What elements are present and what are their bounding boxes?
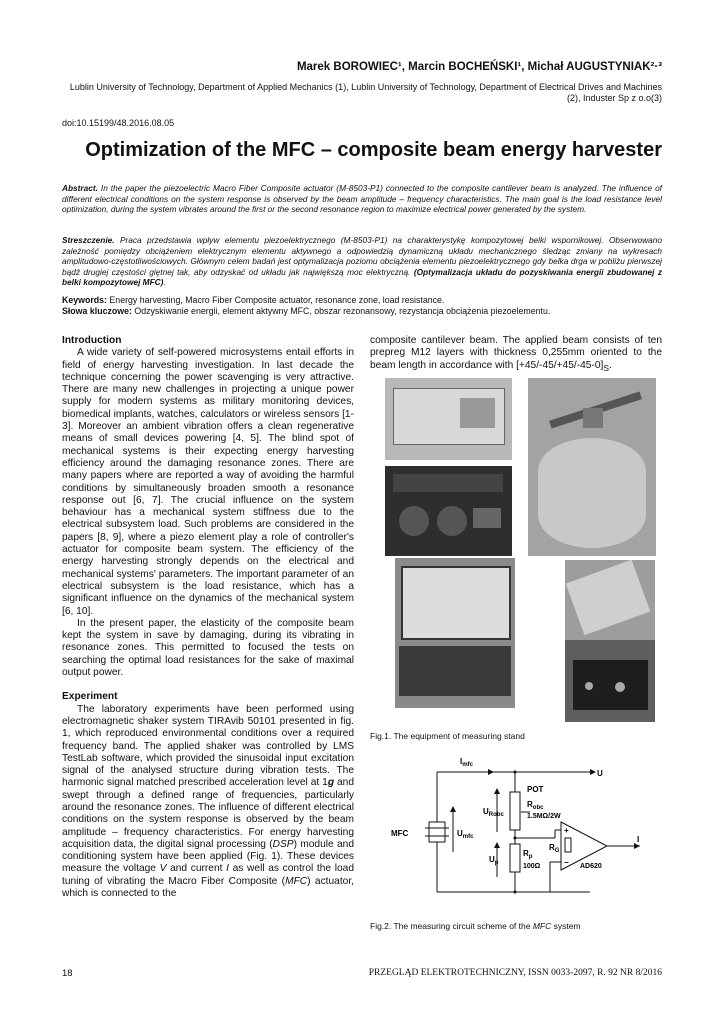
right-paragraph bbox=[370, 335, 662, 374]
photo-shaker bbox=[528, 378, 656, 556]
streszczenie-end: . bbox=[163, 277, 166, 288]
exp-mfc: MFC bbox=[285, 875, 308, 887]
label-u-mfc: $U_{mfc}$ bbox=[457, 829, 474, 840]
label-r-g: $R_G$ bbox=[549, 843, 560, 854]
page-number: 18 bbox=[62, 968, 73, 979]
exp-text-f: ) actuator, which is connected to the bbox=[62, 875, 354, 900]
photo-laptop bbox=[395, 558, 515, 708]
keywords: Energy harvesting, Macro Fiber Composite actuator, resonance zone, load resistance. bbox=[106, 295, 445, 305]
fig2-caption bbox=[370, 921, 581, 931]
right-end: . bbox=[609, 359, 612, 371]
exp-text-a: The laboratory experiments have been performed using electromagnetic shaker system TIRAvib 50101 presented in fig. 1, which reproduced environmental conditions over a required frequency band. The applied shaker was controlled by LMS TestLab software, which provided the sinusoidal input excitation signal of the analysed structure during vibration tests. The harmonic signal matched prescribed acceleration level at 1 bbox=[62, 703, 354, 789]
label-r-p-value: 100Ω bbox=[523, 863, 541, 870]
photo-amplifier bbox=[385, 466, 512, 556]
label-amp-minus: − bbox=[564, 858, 569, 867]
exp-text-d: and current bbox=[166, 863, 227, 875]
photo-signal-analyzer bbox=[385, 378, 512, 460]
streszczenie bbox=[62, 235, 662, 288]
exp-text-b: and swept through a defined range of frequencies, particularly around the resonance zones. The influence of different electrical conditions on the system response is observed by the beam amplitude – frequency characteristics. For energy harvesting acquisition data, the digital signal processing ( bbox=[62, 777, 355, 850]
label-u-p: $U_p$ bbox=[489, 855, 499, 866]
intro-paragraph-2: In the present paper, the elasticity of the composite beam kept the system in save by damaging, during its vibrating in resonance zones. This permitted to focused the tests on searching the optimal load resistances for the sake of maximal output power. bbox=[62, 617, 354, 679]
exp-text-c: ) module and conditioning system have been applied (Fig. 1). These devices measure the voltage bbox=[62, 838, 354, 875]
right-column-text bbox=[370, 335, 662, 374]
doi: doi:10.15199/48.2016.08.05 bbox=[62, 118, 175, 128]
slowa-label: Słowa kluczowe: bbox=[62, 306, 132, 316]
introduction-heading: Introduction bbox=[62, 335, 122, 346]
keywords-label: Keywords: bbox=[62, 295, 107, 305]
fig2-caption-b: system bbox=[551, 921, 581, 931]
label-i-out: I bbox=[637, 835, 640, 844]
abstract bbox=[62, 183, 662, 215]
experiment-heading: Experiment bbox=[62, 691, 118, 703]
keywords-block bbox=[62, 295, 662, 317]
abstract-text: In the paper the piezoelectric Macro Fiber Composite actuator (M-8503-P1) connected to the composite cantilever beam is analyzed. The influence of different electrical conditions on the system response is observed by the beam amplitude – frequency characteristics. The main goal is the load resistance level optimization, during the system vibrates around the first or the second resonance region to maximize electrical power generated by the system. bbox=[62, 183, 662, 215]
exp-v: V bbox=[159, 863, 167, 875]
label-pot: POT bbox=[527, 785, 544, 794]
label-r-obc: $R_{obc}$ bbox=[527, 800, 544, 811]
label-u-robc: $U_{Robc}$ bbox=[483, 807, 504, 818]
streszczenie-text: Praca przedstawia wpływ elementu piezoelektrycznego (M-8503-P1) na charakterystykę kompozytowej belki wspornikowej. Obserwowano zależność pomiędzy obciążeniem elektrycznym elementu aktywnego a odpowiedzią dynamiczną układu mechanicznego śledząc zmiany na wykresach amplitudowo-częstotliwościowych. Głównym celem badań jest optymalizacja poziomu obciążenia elementu piezoelektrycznego gdy belka drga w pobliżu pierwszej bądź drugiej częstości giętnej tak, aby odzyskać od układu jak największą moc elektryczną. bbox=[62, 235, 662, 277]
abstract-label: Abstract. bbox=[62, 183, 98, 193]
photo-conditioning-box bbox=[565, 640, 655, 722]
label-u: U bbox=[597, 769, 603, 778]
label-amp-plus: + bbox=[564, 826, 569, 835]
affiliation: Lublin University of Technology, Department of Applied Mechanics (1), Lublin University of Technology, Department of Electrical Drives and Machines (2), Induster Sp z o.o(3) bbox=[69, 82, 662, 103]
fig1-caption: Fig.1. The equipment of measuring stand bbox=[370, 731, 525, 741]
right-text: composite cantilever beam. The applied beam consists of ten prepreg M12 layers with thickness 0,255mm oriented to the beam length in accordance with [+45/-45/+45/-45-0] bbox=[370, 335, 662, 371]
circuit-diagram bbox=[385, 752, 645, 910]
slowa-kluczowe: Odzyskiwanie energii, element aktywny MFC, obszar rezonansowy, rezystancja obciążenia piezoelementu. bbox=[131, 306, 551, 316]
label-mfc: MFC bbox=[391, 829, 409, 838]
exp-text-e: as well as control the load tuning of vibrating the Macro Fiber Composite ( bbox=[62, 863, 354, 887]
authors: Marek BOROWIEC¹, Marcin BOCHEŃSKI¹, Michał AUGUSTYNIAK²·³ bbox=[296, 61, 662, 73]
fig2-caption-mfc: MFC bbox=[532, 921, 552, 931]
exp-dsp: DSP bbox=[272, 838, 294, 850]
label-r-obc-value: 1.5MΩ/2W bbox=[527, 813, 561, 820]
streszczenie-subtitle: (Optymalizacja układu do pozyskiwania energii zbudowanej z belki kompozytowej MFC) bbox=[62, 266, 662, 288]
fig2-caption-a: Fig.2. The measuring circuit scheme of the bbox=[370, 921, 533, 931]
paper-title: Optimization of the MFC – composite beam energy harvester bbox=[85, 139, 662, 161]
left-column bbox=[62, 335, 354, 900]
label-r-p: $R_p$ bbox=[523, 849, 533, 860]
photo-dsp-module bbox=[565, 560, 655, 640]
intro-paragraph-1: A wide variety of self-powered microsystems entail efforts in field of energy harvesting investigation. In last decade the technique concerning the power scavenging is very attractive. There are many new challenges in projecting a unique power supply for modern systems as military monitoring devices, biomedical implants, watches, calculators or wireless sensors [1-3]. Moreover an ambient vibration offers a clean regenerative means of small devices powering [4, 5]. The blind spot of mechanical systems is their expecting energy harvesting efficiency around the damaging resonance zones. There are many papers where are reported a way of avoiding the harmful conditions by simultaneously broaden smooth a resonance response out [6, 7]. The crucial influence on the system behaviour has a mechanical system stiffness due to the electrical subsystem load. Such problems are considered in the papers [8, 9], where a piezo element play a role of controller's actuator for composite beam system. The efficiency of the energy harvesting strongly depends on the electrical and mechanical systems' parameters. The important parameter of an electrical subsystem is the load resistance, which has a significant influence on the dynamics of the mechanical system [6, 10]. bbox=[62, 347, 354, 617]
exp-g: g bbox=[327, 777, 335, 789]
experiment-paragraph bbox=[62, 704, 354, 901]
exp-i: I bbox=[226, 863, 229, 875]
label-ad620: AD620 bbox=[580, 863, 602, 870]
streszczenie-label: Streszczenie. bbox=[62, 235, 115, 245]
right-sub: S bbox=[603, 362, 609, 373]
journal-footer: PRZEGLĄD ELEKTROTECHNICZNY, ISSN 0033-2097, R. 92 NR 8/2016 bbox=[368, 968, 662, 978]
label-i-mfc: $I_{mfc}$ bbox=[460, 757, 473, 768]
